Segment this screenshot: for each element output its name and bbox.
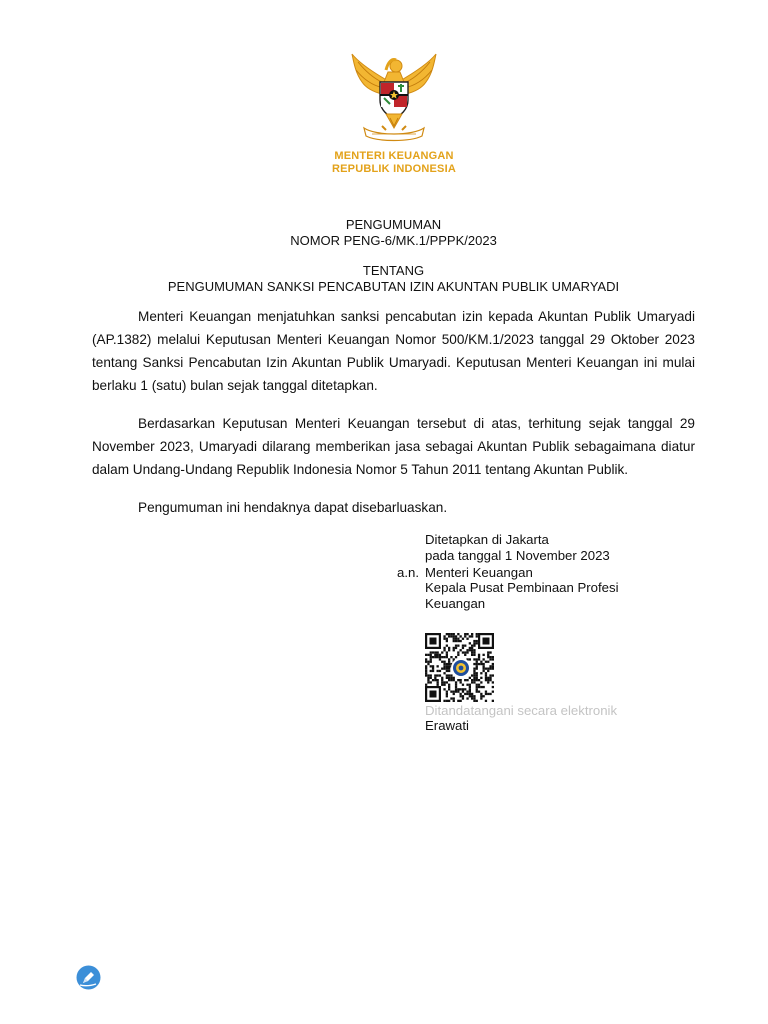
institution-line-2: REPUBLIK INDONESIA [332, 163, 456, 175]
signature-position-line-2: Keuangan [425, 596, 486, 611]
signature-office: Menteri Keuangan [425, 565, 533, 580]
institution-name [294, 150, 494, 176]
announcement-number: NOMOR PENG-6/MK.1/PPPK/2023 [290, 233, 497, 248]
announcement-heading: PENGUMUMAN [345, 217, 442, 232]
signature-date: pada tanggal 1 November 2023 [425, 548, 610, 563]
about-label: TENTANG [362, 263, 425, 278]
institution-line-1: MENTERI KEUANGAN [334, 150, 454, 162]
body-paragraph-2: Berdasarkan Keputusan Menteri Keuangan tersebut di atas, terhitung sejak tanggal 29 November 2023, Umaryadi dilarang memberikan jasa sebagai Akuntan Publik sebagaimana diatur dalam Undang-Undang Republik Indonesia Nomor 5 Tahun 2011 tentang Akuntan Publik. [92, 416, 695, 477]
announcement-subject: PENGUMUMAN SANKSI PENCABUTAN IZIN AKUNTAN PUBLIK UMARYADI [167, 279, 620, 294]
pen-badge-icon[interactable] [76, 965, 101, 990]
signature-position-line-1: Kepala Pusat Pembinaan Profesi [425, 580, 619, 595]
qr-code-icon [425, 633, 494, 702]
garuda-emblem-icon [346, 48, 442, 142]
body-paragraph-3: Pengumuman ini hendaknya dapat disebarluaskan. [138, 500, 448, 515]
signer-name: Erawati [425, 718, 469, 733]
on-behalf-prefix: a.n. [397, 565, 419, 580]
electronic-signature-note: Ditandatangani secara elektronik [425, 703, 618, 718]
signature-place: Ditetapkan di Jakarta [425, 532, 549, 547]
body-paragraph-1: Menteri Keuangan menjatuhkan sanksi pencabutan izin kepada Akuntan Publik Umaryadi (AP.1382) melalui Keputusan Menteri Keuangan Nomor 500/KM.1/2023 tanggal 29 Oktober 2023 tentang Sanksi Pencabutan Izin Akuntan Publik Umaryadi. Keputusan Menteri Keuangan ini mulai berlaku 1 (satu) bulan sejak tanggal ditetapkan. [92, 309, 695, 393]
